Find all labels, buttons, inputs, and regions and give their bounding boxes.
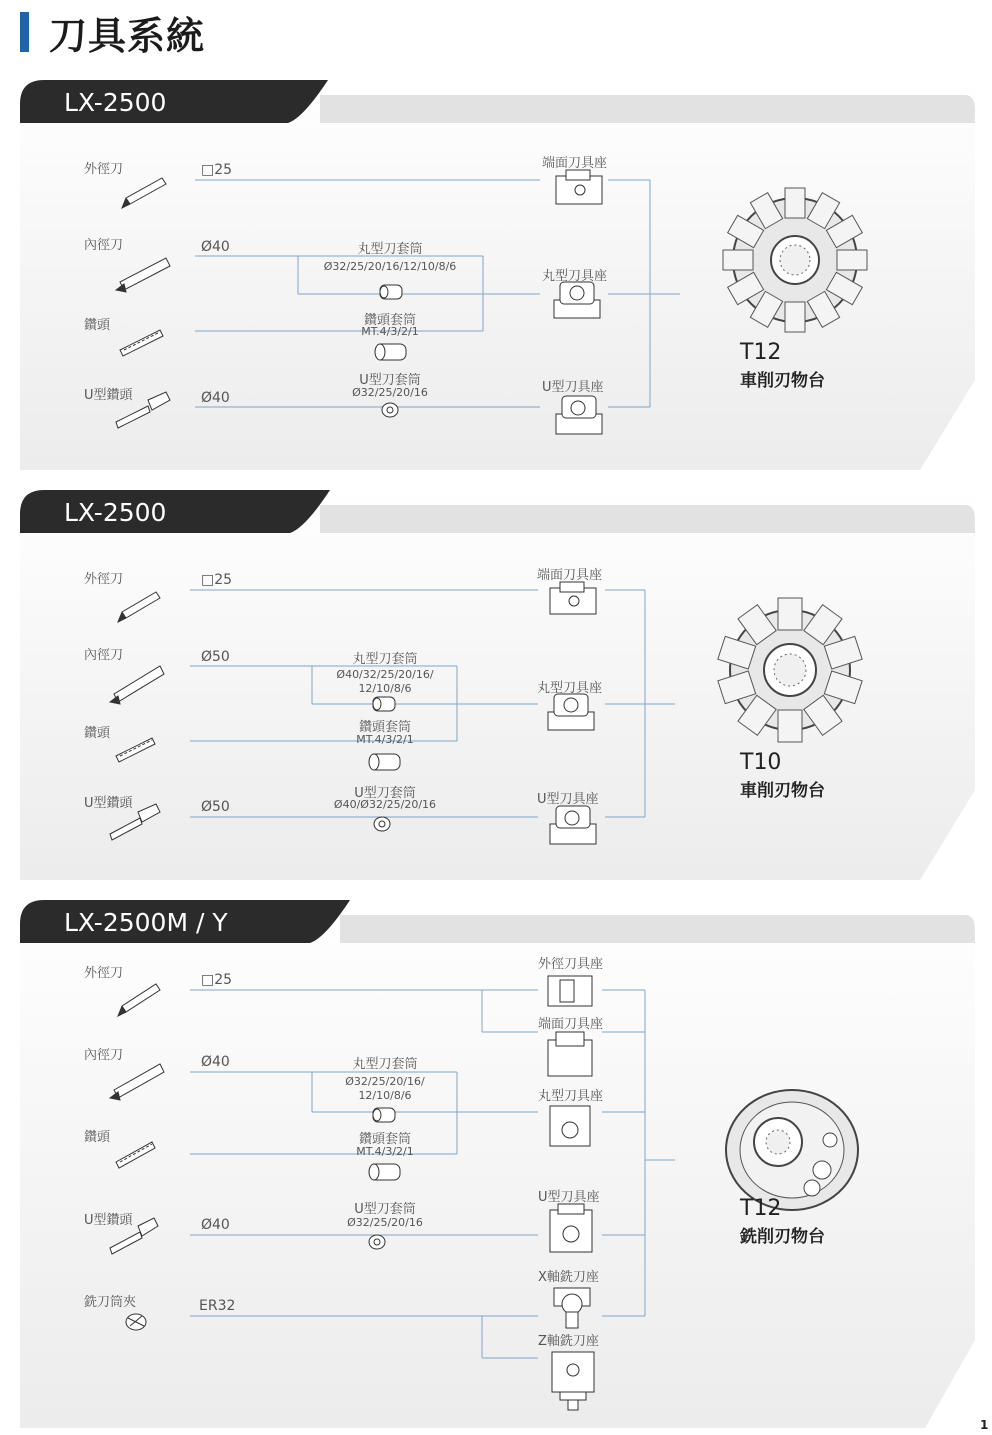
dim-u-drill: Ø40 <box>201 1217 230 1233</box>
holder-x-mill: X軸銑刀座 <box>538 1270 599 1285</box>
u-holder-icon <box>556 396 602 434</box>
round-sleeve-icon <box>373 1108 395 1122</box>
sleeve-round-sizes-2: 12/10/8/6 <box>358 682 412 695</box>
dim-id: Ø50 <box>201 649 230 665</box>
id-tool-icon <box>116 258 170 292</box>
u-sleeve-icon <box>382 403 398 417</box>
sleeve-drill-sizes: MT.4/3/2/1 <box>356 1145 414 1158</box>
sleeve-u-sizes: Ø32/25/20/16 <box>347 1216 423 1229</box>
turret-name: 銑削刃物台 <box>740 1227 825 1247</box>
u-holder-icon <box>550 806 596 844</box>
id-tool-icon <box>110 666 164 704</box>
holder-u: U型刀具座 <box>542 380 604 395</box>
turret-t10-image <box>718 598 862 742</box>
tool-label-drill: 鑽頭 <box>84 318 111 333</box>
title-accent-bar <box>20 12 29 52</box>
holder-face: 端面刀具座 <box>538 1017 604 1032</box>
drill-sleeve-icon <box>369 1164 400 1180</box>
sleeve-round-name: 丸型刀套筒 <box>352 1057 418 1072</box>
dim-id: Ø40 <box>201 239 230 255</box>
tool-label-od: 外徑刀 <box>84 966 124 981</box>
section-lx2500-t12 <box>20 80 975 470</box>
sleeve-u-name: U型刀套筒 <box>354 1202 416 1217</box>
connector-lines <box>190 990 675 1358</box>
page-title-block <box>20 8 205 56</box>
holder-round: 丸型刀具座 <box>537 681 603 696</box>
sleeve-u-sizes: Ø32/25/20/16 <box>352 386 428 399</box>
turret-name: 車削刃物台 <box>740 371 825 391</box>
turret-t12-image <box>723 188 867 332</box>
round-sleeve-icon <box>373 697 395 711</box>
turret-code: T10 <box>740 750 782 775</box>
dim-id: Ø40 <box>201 1054 230 1070</box>
sleeve-round-sizes: Ø32/25/20/16/12/10/8/6 <box>323 260 457 273</box>
turret-code: T12 <box>740 340 782 365</box>
id-tool-icon <box>110 1064 164 1100</box>
drill-icon <box>116 1142 155 1168</box>
face-holder-icon <box>556 170 602 204</box>
face-holder-icon <box>548 1032 592 1076</box>
sleeve-u-name: U型刀套筒 <box>359 373 421 388</box>
sleeve-round-sizes-1: Ø32/25/20/16/ <box>345 1075 425 1088</box>
u-holder-icon <box>550 1204 592 1252</box>
section-model-label: LX-2500 <box>64 88 167 117</box>
tool-label-drill: 鑽頭 <box>84 1130 111 1145</box>
section-model-label: LX-2500M / Y <box>64 908 228 937</box>
page-title: 刀具系統 <box>49 13 206 58</box>
holder-u: U型刀具座 <box>538 1190 600 1205</box>
round-holder-icon <box>550 1106 590 1146</box>
dim-collet: ER32 <box>199 1298 236 1314</box>
section-model-label: LX-2500 <box>64 498 167 527</box>
tool-label-od: 外徑刀 <box>84 162 124 177</box>
u-sleeve-icon <box>374 817 390 831</box>
sleeve-round-sizes-2: 12/10/8/6 <box>358 1089 412 1102</box>
holder-round: 丸型刀具座 <box>538 1089 604 1104</box>
od-tool-icon <box>122 178 166 208</box>
turret-code: T12 <box>740 1196 782 1221</box>
sleeve-round-name: 丸型刀套筒 <box>357 242 423 257</box>
face-holder-icon <box>550 582 596 614</box>
tool-label-u-drill: U型鑽頭 <box>84 1213 133 1228</box>
dim-u-drill: Ø50 <box>201 799 230 815</box>
tool-label-drill: 鑽頭 <box>84 726 111 741</box>
holder-face: 端面刀具座 <box>537 568 603 583</box>
z-mill-holder-icon <box>552 1352 594 1410</box>
sleeve-round-sizes-1: Ø40/32/25/20/16/ <box>336 668 434 681</box>
collet-icon <box>126 1314 146 1330</box>
drill-sleeve-icon <box>369 754 400 770</box>
od-holder-icon <box>548 976 592 1006</box>
od-tool-icon <box>118 984 160 1016</box>
tool-label-u-drill: U型鑽頭 <box>84 388 133 403</box>
sleeve-drill-sizes: MT.4/3/2/1 <box>361 325 419 338</box>
dim-u-drill: Ø40 <box>201 390 230 406</box>
tool-label-id: 內徑刀 <box>84 238 124 253</box>
dim-od: □25 <box>201 162 233 178</box>
sleeve-drill-name: 鑽頭套筒 <box>363 313 416 328</box>
round-sleeve-icon <box>380 285 402 299</box>
drill-icon <box>116 738 155 762</box>
sleeve-u-sizes: Ø40/Ø32/25/20/16 <box>333 798 437 811</box>
tool-label-id: 內徑刀 <box>84 1048 124 1063</box>
round-holder-icon <box>548 694 594 730</box>
holder-od: 外徑刀具座 <box>538 957 604 972</box>
section-lx2500-t10 <box>20 490 975 880</box>
sleeve-round-name: 丸型刀套筒 <box>352 652 418 667</box>
drill-icon <box>120 330 163 356</box>
x-mill-holder-icon <box>554 1288 590 1328</box>
od-tool-icon <box>118 592 160 622</box>
tool-label-od: 外徑刀 <box>84 572 124 587</box>
tool-label-id: 內徑刀 <box>84 648 124 663</box>
sleeve-drill-name: 鑽頭套筒 <box>358 720 411 735</box>
page-number: 1 <box>980 1418 989 1432</box>
turret-name: 車削刃物台 <box>740 781 825 801</box>
dim-od: □25 <box>201 572 233 588</box>
holder-u: U型刀具座 <box>537 792 599 807</box>
round-holder-icon <box>554 282 600 318</box>
drill-sleeve-icon <box>375 344 406 360</box>
dim-od: □25 <box>201 972 233 988</box>
turret-t12-milling-image <box>726 1090 858 1210</box>
sleeve-drill-sizes: MT.4/3/2/1 <box>356 733 414 746</box>
sleeve-u-name: U型刀套筒 <box>354 786 416 801</box>
holder-face: 端面刀具座 <box>542 156 608 171</box>
sleeve-drill-name: 鑽頭套筒 <box>358 1132 411 1147</box>
tool-label-u-drill: U型鑽頭 <box>84 796 133 811</box>
u-sleeve-icon <box>369 1235 385 1249</box>
holder-round: 丸型刀具座 <box>542 269 608 284</box>
holder-z-mill: Z軸銑刀座 <box>538 1334 599 1349</box>
tool-label-collet: 銑刀筒夾 <box>84 1295 137 1310</box>
section-lx2500my-t12 <box>20 900 975 1428</box>
